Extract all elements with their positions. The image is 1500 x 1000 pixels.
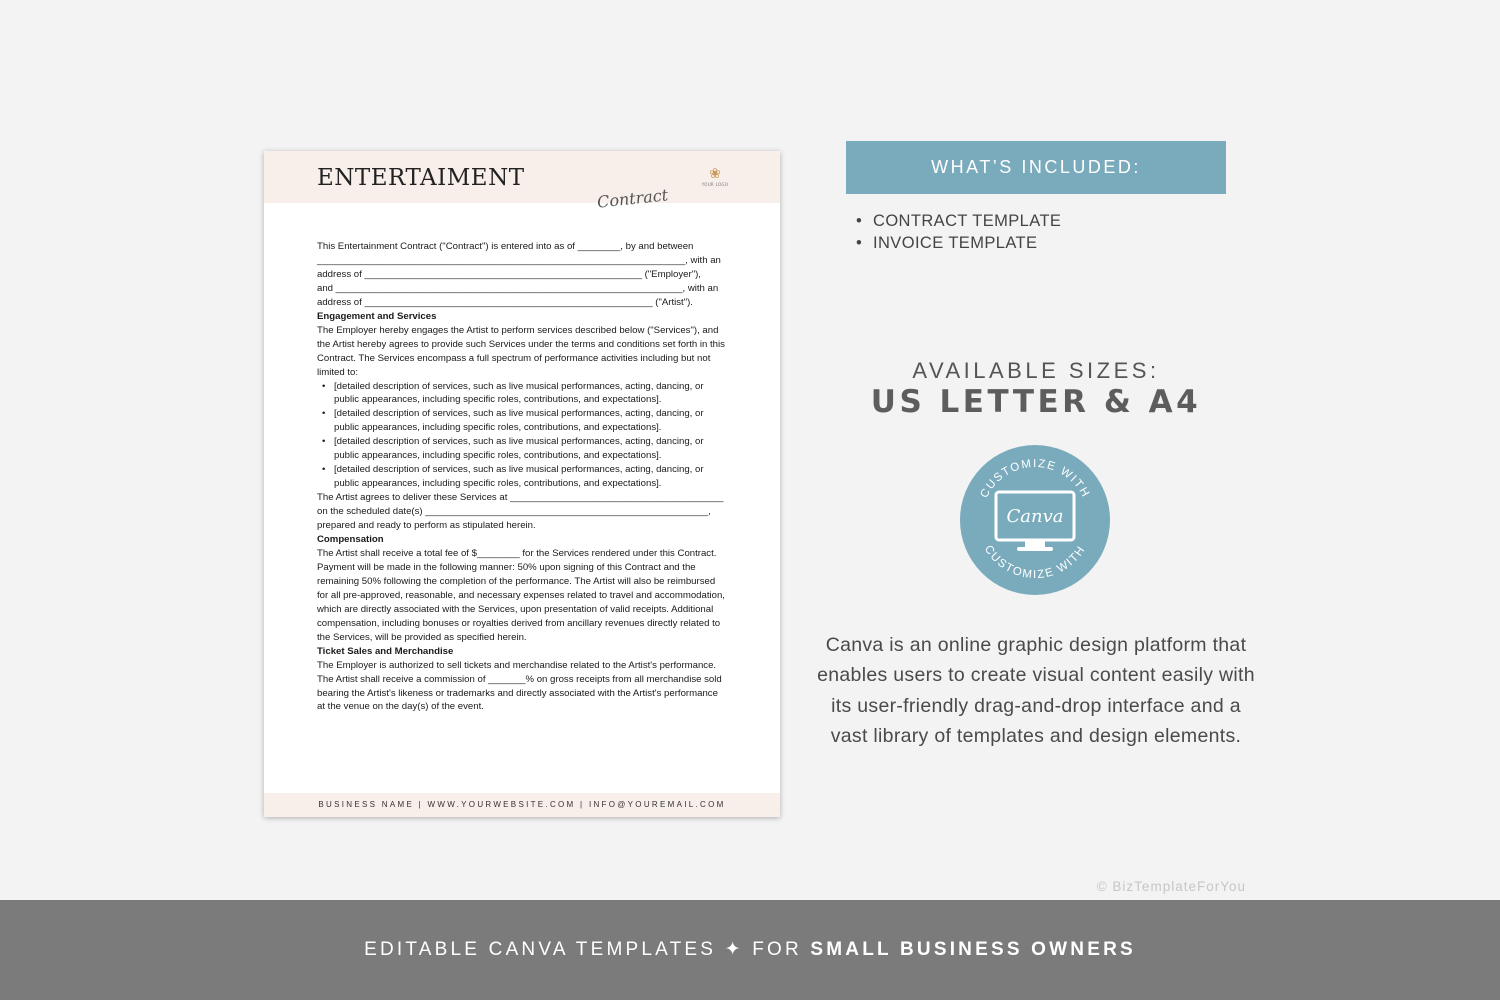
services-list [317, 380, 728, 492]
whats-included-banner: WHAT’S INCLUDED: [846, 141, 1226, 194]
document-title: ENTERTAIMENT [317, 165, 525, 191]
list-item: • INVOICE TEMPLATE [856, 232, 1061, 254]
available-sizes-value: US LETTER & A4 [870, 384, 1202, 420]
intro-line: _____________________________________________________________________, with an [317, 254, 721, 266]
badge-canva-logo-text: Canva [1006, 506, 1064, 527]
lotus-icon: ❀ [709, 166, 721, 182]
list-item: • [detailed description of services, such as live musical performances, acting, dancing, or public appearances, including specific roles, contributions, and expectations]. [317, 407, 728, 435]
intro-line: This Entertainment Contract ("Contract") is entered into as of ________, by and between [317, 241, 694, 252]
available-sizes-label: AVAILABLE SIZES: [912, 358, 1160, 383]
canva-description: Canva is an online graphic design platform that enables users to create visual content easily with its user-friendly drag-and-drop interface and a vast library of templates and design elements. [817, 634, 1255, 747]
bottom-banner [0, 900, 1500, 1000]
bottom-banner-text: EDITABLE CANVA TEMPLATES ✦ FOR [364, 939, 811, 960]
document-logo-text: YOUR LOGO [701, 182, 729, 187]
section-heading-compensation: Compensation [317, 534, 384, 546]
section-heading-engagement: Engagement and Services [317, 310, 437, 322]
list-item: • CONTRACT TEMPLATE [856, 210, 1061, 232]
badge-arc-top: CUSTOMIZE WITH [978, 457, 1092, 501]
document-script-subtitle: Contract [596, 185, 669, 212]
document-body [317, 240, 728, 714]
services-after-line: prepared and ready to perform as stipulated herein. [317, 520, 536, 532]
list-item: • [detailed description of services, such as live musical performances, acting, dancing, or public appearances, including specific roles, contributions, and expectations]. [317, 435, 728, 463]
intro-line: address of ____________________________________________________ ("Employer"), [317, 268, 701, 280]
section-text-compensation: The Artist shall receive a total fee of $________ for the Services rendered under this Contract. Payment will be made in the following manner: 50% upon signing of this Contract and the remaining 50% following the completion of the performance. The Artist will also be reimbursed for all pre-approved, reasonable, and necessary expenses related to travel and accommodation, which are directly associated with the Services, upon presentation of valid receipts. Additional compensation, including bonuses or royalties derived from ancillary revenues directly related to the Services, will be provided as specified herein. [317, 547, 725, 643]
document-logo [700, 166, 730, 187]
list-item: • [detailed description of services, such as live musical performances, acting, dancing, or public appearances, including specific roles, contributions, and expectations]. [317, 380, 728, 408]
list-item: • [detailed description of services, such as live musical performances, acting, dancing, or public appearances, including specific roles, contributions, and expectations]. [317, 463, 728, 491]
intro-line: and _________________________________________________________________, with an [317, 282, 719, 294]
badge-arc-bottom: CUSTOMIZE WITH [981, 543, 1089, 582]
contract-document-preview [264, 151, 780, 817]
customize-with-canva-badge [960, 445, 1110, 595]
document-footer: BUSINESS NAME | WWW.YOURWEBSITE.COM | INFO@YOUREMAIL.COM [264, 793, 780, 817]
section-heading-ticket-sales: Ticket Sales and Merchandise [317, 645, 454, 657]
services-after-line: The Artist agrees to deliver these Services at ________________________________________ [317, 492, 724, 504]
section-text-engagement: The Employer hereby engages the Artist to perform services described below ("Services"), and the Artist hereby agrees to provide such Services under the terms and conditions set forth in this Contract. The Services encompass a full spectrum of performance activities including but not limited to: [317, 324, 725, 378]
included-list [856, 210, 1061, 254]
services-after-line: on the scheduled date(s) _____________________________________________________, [317, 506, 711, 518]
section-text-ticket-sales: The Employer is authorized to sell tickets and merchandise related to the Artist's performance. The Artist shall receive a commission of _______% on gross receipts from all merchandise sold bearing the Artist's likeness or trademarks and directly associated with the Artist's performance at the venue on the day(s) of the event. [317, 659, 722, 713]
copyright-text: © BizTemplateForYou [1096, 879, 1246, 894]
document-header [264, 151, 780, 212]
bottom-banner-emphasis: SMALL BUSINESS OWNERS [810, 939, 1136, 960]
intro-line: address of ______________________________________________________ ("Artist"). [317, 296, 693, 308]
